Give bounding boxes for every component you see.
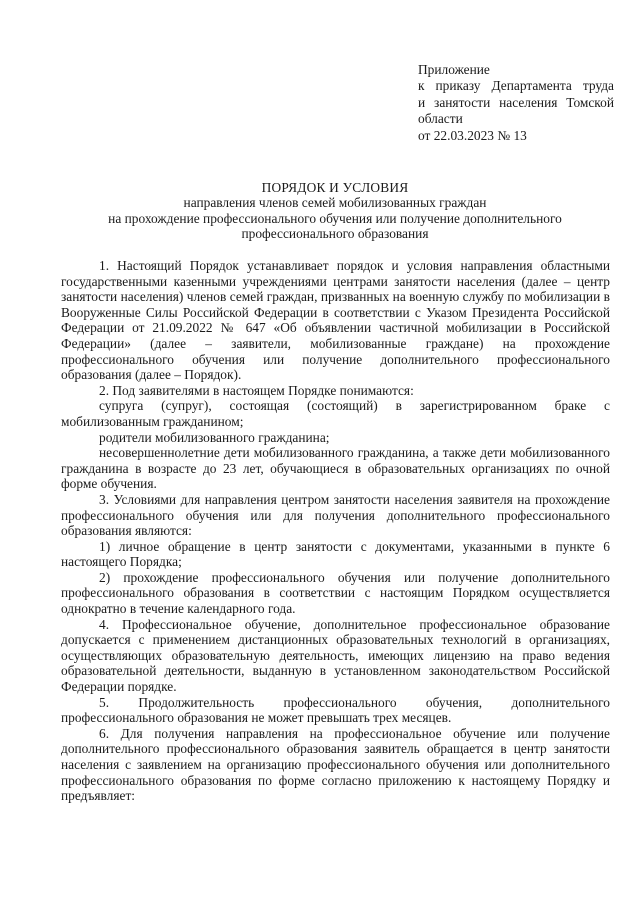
paragraph-4: 4. Профессиональное обучение, дополнительное профессиональное образование допускается с применением дистанционных образовательных технологий в организациях, осуществляющих образовательную деятельность, имеющих лицензию на право ведения образовательной деятельности, выданную в установленном законодательством Российской Федерации порядке.	[61, 616, 610, 695]
paragraph-5: 5. Продолжительность профессионального обучения, дополнительного профессионального образования не может превышать трех месяцев.	[61, 694, 610, 726]
paragraph-2-children: несовершеннолетние дети мобилизованного гражданина, а также дети мобилизованного гражданина в возрасте до 23 лет, обучающиеся в образовательных организациях по очной форме обучения.	[61, 445, 610, 492]
paragraph-3-item-2: 2) прохождение профессионального обучения или получение дополнительного профессионального образования в соответствии с настоящим Порядком осуществляется однократно в течение календарного года.	[61, 569, 610, 617]
document-body	[61, 258, 610, 804]
title-subtitle-line-1: направления членов семей мобилизованных граждан	[183, 195, 487, 211]
appendix-order-line: к приказу Департамента труда	[418, 78, 614, 94]
title-main: ПОРЯДОК И УСЛОВИЯ	[261, 180, 409, 195]
appendix-department-line: и занятости населения Томской	[418, 94, 614, 110]
paragraph-2: 2. Под заявителями в настоящем Порядке понимаются:	[99, 382, 414, 398]
paragraph-3: 3. Условиями для направления центром занятости населения заявителя на прохождение профессионального обучения или для получения дополнительного профессионального образования являются:	[61, 491, 610, 539]
paragraph-2-parents: родители мобилизованного гражданина;	[99, 429, 330, 445]
paragraph-6: 6. Для получения направления на профессиональное обучение или получение дополнительного профессионального образования заявитель обращается в центр занятости населения с заявлением на организацию профессионального обучения или дополнительного профессионального образования по форме согласно приложению к настоящему Порядку и предъявляет:	[61, 725, 610, 804]
paragraph-1: 1. Настоящий Порядок устанавливает порядок и условия направления областными государственными казенными учреждениями центрами занятости населения (далее – центр занятости населения) членов семей граждан, призванных на военную службу по мобилизации в Вооруженные Силы Российской Федерации в соответствии с Указом Президента Российской Федерации от 21.09.2022 № 647 «Об объявлении частичной мобилизации в Российской Федерации» (далее – заявители, мобилизованные граждане) на прохождение профессионального обучения или получение дополнительного профессионального образования (далее – Порядок).	[61, 258, 610, 383]
paragraph-2-spouse: супруга (супруг), состоящая (состоящий) в зарегистрированном браке с мобилизованным гражданином;	[61, 398, 610, 429]
title-subtitle-line-2: на прохождение профессионального обучения или получение дополнительного	[108, 210, 562, 226]
appendix-header	[418, 62, 614, 144]
paragraph-3-item-1: 1) личное обращение в центр занятости с документами, указанными в пункте 6 настоящего Порядка;	[61, 538, 610, 570]
appendix-date-number: от 22.03.2023 № 13	[418, 127, 527, 143]
appendix-label: Приложение	[418, 62, 490, 77]
document-title	[60, 180, 610, 242]
title-subtitle-line-3: профессионального образования	[241, 226, 429, 242]
appendix-region-line: области	[418, 111, 463, 127]
